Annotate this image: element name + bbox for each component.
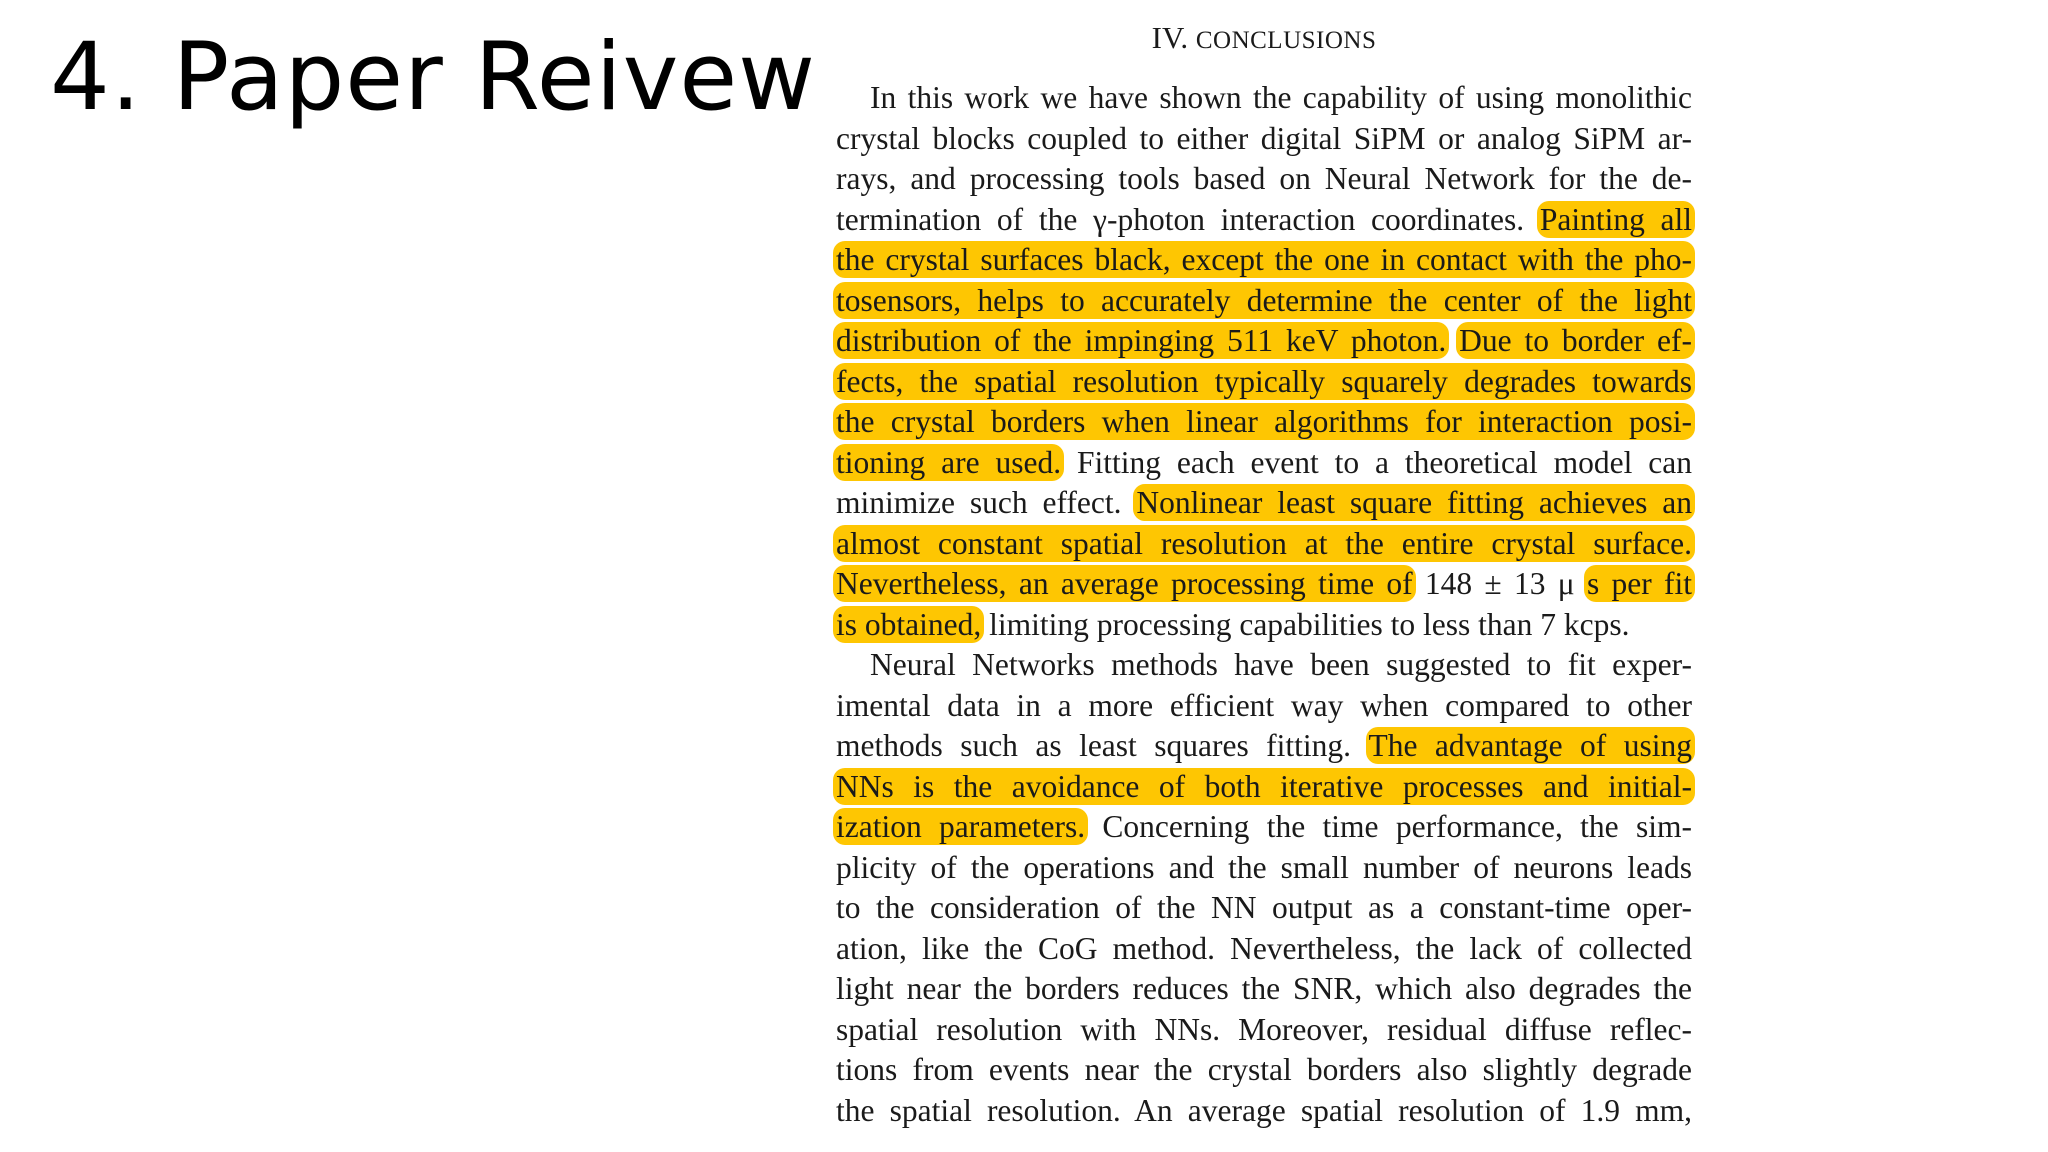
text-segment: tions from events near the crystal borders also slightly degrade — [836, 1052, 1692, 1087]
highlighted-text: Nevertheless, an average processing time of — [833, 565, 1416, 602]
paper-line — [836, 888, 1692, 929]
highlighted-text: almost constant spatial resolution at the entire crystal surface. — [833, 525, 1695, 562]
text-segment: methods such as least squares fitting. — [836, 728, 1352, 763]
paper-line — [836, 200, 1692, 241]
text-segment: spatial resolution with NNs. Moreover, residual diffuse reflec- — [836, 1011, 1692, 1047]
paper-line — [836, 767, 1692, 808]
text-segment: light near the borders reduces the SNR, which also degrades the — [836, 971, 1692, 1006]
paper-line — [836, 443, 1692, 484]
highlighted-text: Nonlinear least square fitting achieves an — [1133, 484, 1695, 521]
paper-line — [836, 605, 1692, 646]
paper-line — [836, 807, 1692, 848]
highlighted-text: fects, the spatial resolution typically squarely degrades towards — [833, 363, 1695, 400]
section-title: CONCLUSIONS — [1195, 27, 1377, 54]
section-heading — [836, 18, 1692, 58]
text-segment: In this work we have shown the capability of using monolithic — [870, 80, 1692, 115]
paper-line — [836, 362, 1692, 403]
highlighted-text: NNs is the avoidance of both iterative processes and initial- — [833, 768, 1695, 805]
highlighted-text: ization parameters. — [833, 808, 1088, 845]
paper-line — [836, 159, 1692, 200]
paper-excerpt — [836, 18, 1692, 1131]
text-segment: plicity of the operations and the small number of neurons leads — [836, 849, 1692, 885]
highlighted-text: distribution of the impinging 511 keV photon. — [833, 322, 1449, 359]
slide-title: 4. Paper Reivew — [50, 23, 817, 132]
paper-line — [836, 524, 1692, 565]
text-segment: to the consideration of the NN output as a constant-time oper- — [836, 890, 1692, 925]
paper-line — [836, 726, 1692, 767]
highlighted-text: s per fit — [1584, 565, 1695, 602]
text-segment: imental data in a more efficient way when compared to other — [836, 687, 1692, 723]
paper-line — [836, 78, 1692, 119]
highlighted-text: The advantage of using — [1366, 727, 1696, 764]
text-segment: minimize such effect. — [836, 485, 1122, 520]
text-segment: Neural Networks methods have been suggested to fit exper- — [870, 647, 1692, 682]
paper-line — [836, 1091, 1692, 1132]
text-segment: termination of the γ-photon interaction coordinates. — [836, 201, 1525, 237]
paper-body — [836, 78, 1692, 1131]
text-segment: the spatial resolution. An average spatial resolution of 1.9 mm, — [836, 1092, 1692, 1128]
paper-line — [836, 848, 1692, 889]
highlighted-text: Due to border ef- — [1456, 322, 1695, 359]
highlighted-text: the crystal surfaces black, except the one in contact with the pho- — [833, 241, 1695, 278]
paper-line — [836, 1050, 1692, 1091]
paper-line — [836, 402, 1692, 443]
text-segment: 148 ± 13 μ — [1424, 566, 1575, 601]
paper-line — [836, 1010, 1692, 1051]
paper-line — [836, 686, 1692, 727]
section-number: IV. — [1151, 20, 1189, 55]
paper-line — [836, 281, 1692, 322]
paper-line — [836, 240, 1692, 281]
text-segment: rays, and processing tools based on Neural Network for the de- — [836, 161, 1692, 196]
text-segment: ation, like the CoG method. Nevertheless, the lack of collected — [836, 930, 1692, 966]
paper-line — [836, 645, 1692, 686]
paper-line — [836, 564, 1692, 605]
highlighted-text: tioning are used. — [833, 444, 1064, 481]
paper-line — [836, 929, 1692, 970]
paper-line — [836, 321, 1692, 362]
text-segment: Fitting each event to a theoretical model can — [1077, 444, 1692, 480]
paper-line — [836, 119, 1692, 160]
text-segment: Concerning the time performance, the sim- — [1102, 809, 1692, 844]
highlighted-text: is obtained, — [833, 606, 984, 643]
highlighted-text: Painting all — [1537, 201, 1695, 238]
paper-line — [836, 969, 1692, 1010]
text-segment: limiting processing capabilities to less than 7 kcps. — [989, 606, 1630, 642]
highlighted-text: tosensors, helps to accurately determine the center of the light — [833, 282, 1695, 319]
paper-line — [836, 483, 1692, 524]
highlighted-text: the crystal borders when linear algorithms for interaction posi- — [833, 403, 1695, 440]
text-segment: crystal blocks coupled to either digital SiPM or analog SiPM ar- — [836, 120, 1692, 156]
